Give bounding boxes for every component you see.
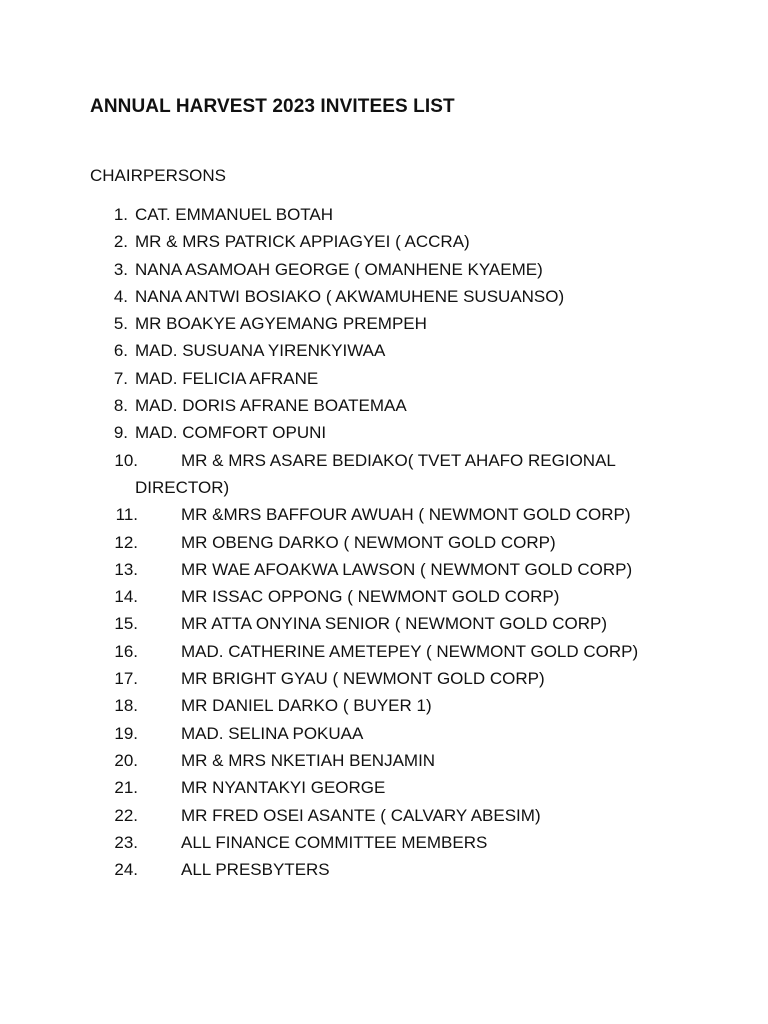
list-item-text: NANA ANTWI BOSIAKO ( AKWAMUHENE SUSUANSO) (135, 286, 565, 306)
list-item (0, 201, 768, 228)
list-item (0, 529, 768, 556)
list-item-text: ALL FINANCE COMMITTEE MEMBERS (181, 832, 488, 852)
list-item-number: 12. (114, 532, 138, 552)
list-item-text: CAT. EMMANUEL BOTAH (135, 205, 334, 224)
list-item-text: MR & MRS PATRICK APPIAGYEI ( ACCRA) (135, 232, 470, 252)
document-title: ANNUAL HARVEST 2023 INVITEES LIST (90, 96, 455, 117)
list-item (0, 256, 768, 283)
list-item-text: MR &MRS BAFFOUR AWUAH ( NEWMONT GOLD CORP) (181, 505, 631, 525)
list-item-number: 8. (113, 396, 128, 416)
list-item-number: 13. (114, 559, 138, 579)
list-item (0, 856, 768, 883)
list-item (0, 692, 768, 719)
list-item-number: 22. (114, 805, 138, 825)
list-item-text: ALL PRESBYTERS (181, 860, 330, 880)
invitees-list (0, 201, 768, 883)
list-item (0, 337, 768, 364)
list-item-text: MR ATTA ONYINA SENIOR ( NEWMONT GOLD CORP) (181, 614, 607, 634)
list-item-number: 24. (114, 860, 138, 880)
list-item (0, 365, 768, 392)
list-item (0, 774, 768, 801)
list-item-text: MR BOAKYE AGYEMANG PREMPEH (135, 314, 427, 334)
list-item-number: 16. (114, 641, 138, 661)
list-item (0, 665, 768, 692)
list-item-number: 19. (114, 723, 138, 743)
list-item-text: MAD. SUSUANA YIRENKYIWAA (135, 341, 386, 361)
list-item-number: 7. (113, 368, 128, 388)
section-heading: CHAIRPERSONS (90, 166, 227, 185)
list-item-number: 5. (113, 314, 128, 334)
list-item-text: MR OBENG DARKO ( NEWMONT GOLD CORP) (181, 532, 556, 552)
list-item-text: MAD. COMFORT OPUNI (135, 423, 327, 443)
list-item-number: 18. (114, 696, 138, 716)
list-item-number: 11. (115, 505, 138, 525)
list-item-number: 10. (114, 450, 138, 470)
list-item-number: 6. (113, 341, 128, 361)
list-item-continuation: DIRECTOR) (135, 477, 230, 497)
list-item (0, 556, 768, 583)
list-item-number: 1. (113, 205, 128, 224)
list-item (0, 747, 768, 774)
list-item-text: MAD. SELINA POKUAA (181, 723, 364, 743)
list-item (0, 392, 768, 419)
list-item-number: 15. (114, 614, 138, 634)
list-item (0, 829, 768, 856)
list-item-text: MR & MRS NKETIAH BENJAMIN (181, 750, 436, 770)
list-item-text: NANA ASAMOAH GEORGE ( OMANHENE KYAEME) (135, 259, 543, 279)
list-item-number: 2. (113, 232, 128, 252)
list-item (0, 419, 768, 446)
list-item-number: 14. (114, 587, 138, 607)
list-item-number: 9. (113, 423, 128, 443)
list-item (0, 310, 768, 337)
list-item-text: MR & MRS ASARE BEDIAKO( TVET AHAFO REGIONAL (181, 450, 616, 470)
list-item-number: 20. (114, 750, 138, 770)
list-item-number: 4. (113, 286, 128, 306)
list-item-number: 17. (114, 669, 138, 689)
list-item-text: MR DANIEL DARKO ( BUYER 1) (181, 696, 432, 716)
list-item (0, 283, 768, 310)
list-item-text: MR ISSAC OPPONG ( NEWMONT GOLD CORP) (181, 587, 560, 607)
list-item (0, 610, 768, 637)
list-item (0, 228, 768, 255)
list-item (0, 720, 768, 747)
list-item-text: MR BRIGHT GYAU ( NEWMONT GOLD CORP) (181, 669, 545, 689)
list-item-text: MAD. FELICIA AFRANE (135, 368, 319, 388)
list-item (0, 802, 768, 829)
list-item-text: MAD. DORIS AFRANE BOATEMAA (135, 396, 407, 416)
list-item (0, 447, 768, 502)
list-item (0, 501, 768, 528)
list-item-number: 23. (114, 832, 138, 852)
list-item (0, 583, 768, 610)
list-item (0, 638, 768, 665)
list-item-text: MR FRED OSEI ASANTE ( CALVARY ABESIM) (181, 805, 541, 825)
list-item-text: MR WAE AFOAKWA LAWSON ( NEWMONT GOLD CORP) (181, 559, 633, 579)
list-item-text: MR NYANTAKYI GEORGE (181, 778, 386, 798)
list-item-number: 21. (114, 778, 138, 798)
list-item-number: 3. (113, 259, 128, 279)
list-item-text: MAD. CATHERINE AMETEPEY ( NEWMONT GOLD CORP) (181, 641, 639, 661)
